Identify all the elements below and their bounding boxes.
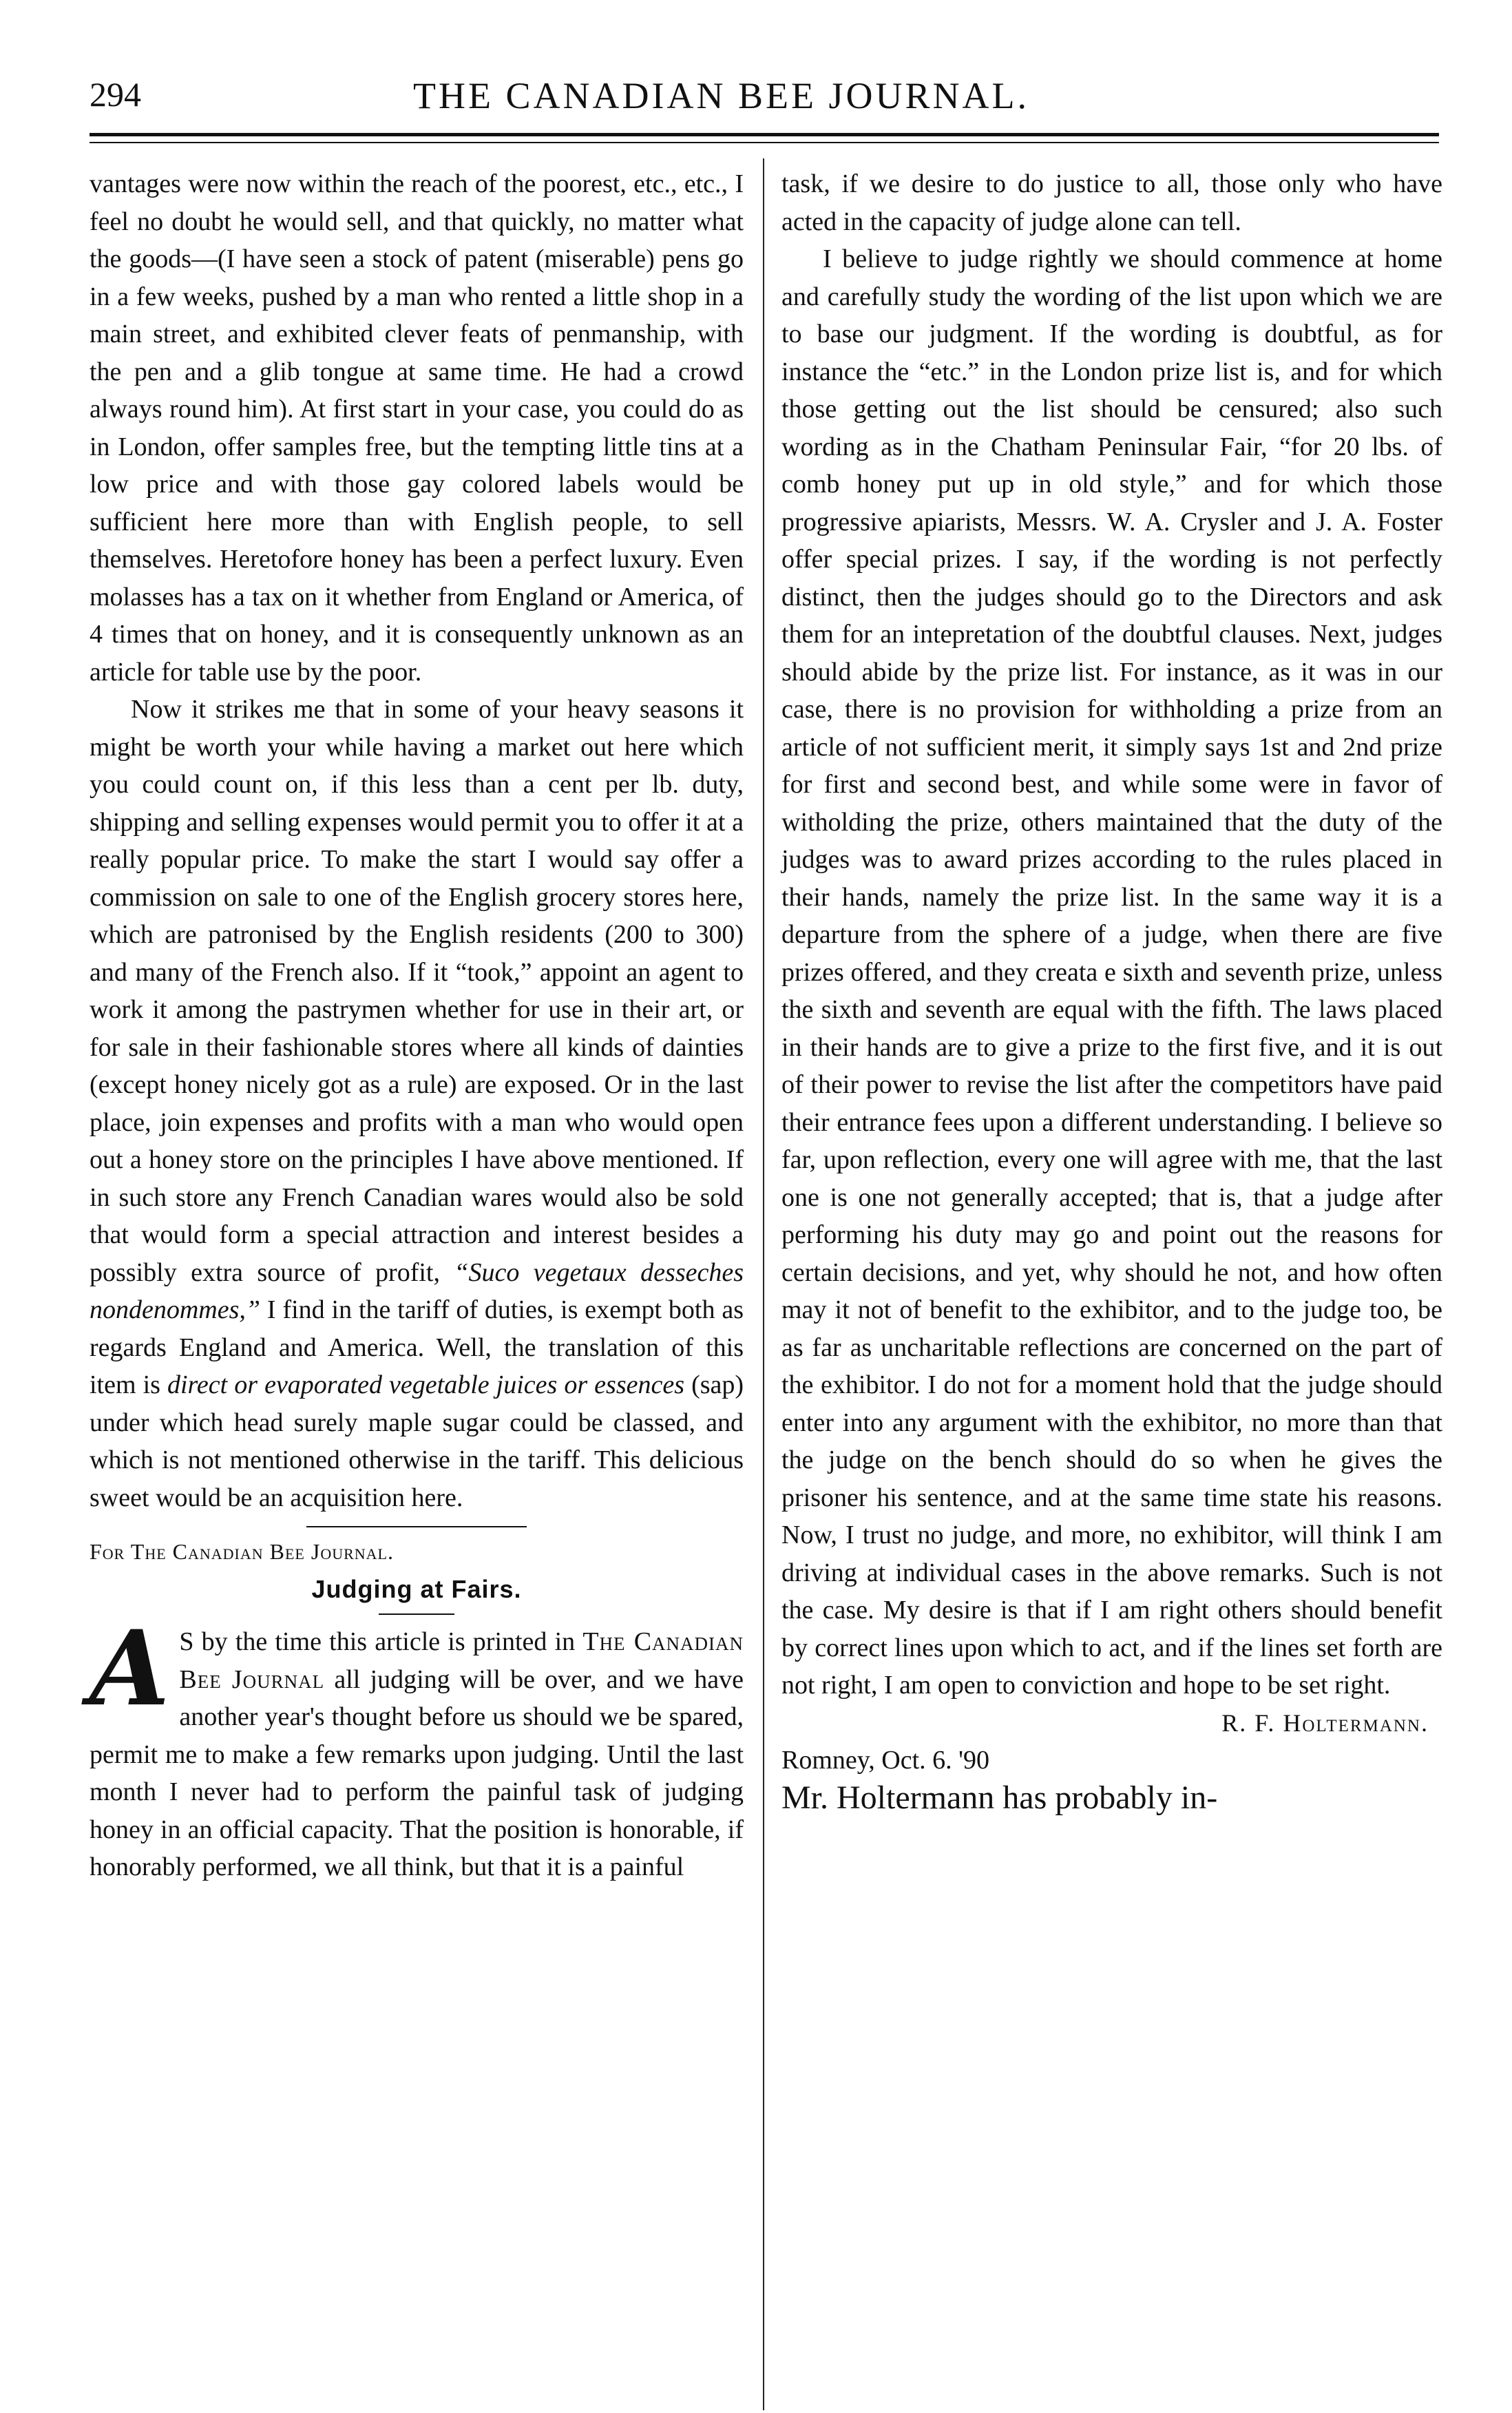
dateline: Romney, Oct. 6. '90 xyxy=(781,1746,990,1775)
section-divider xyxy=(306,1526,527,1527)
page-number: 294 xyxy=(90,75,141,114)
journal-title: THE CANADIAN BEE JOURNAL. xyxy=(413,75,1029,116)
title-divider xyxy=(379,1613,454,1615)
header-rule-thin xyxy=(90,142,1439,143)
article-title: Judging at Fairs. xyxy=(311,1574,522,1603)
article-paragraph-1 xyxy=(90,1608,744,1886)
left-paragraph-2-text-c: (sap) under which head surely maple sugar could be classed, and which is not mentioned otherwise in the tariff. This delicious sweet would be an acquisition here. xyxy=(90,1370,744,1512)
right-column xyxy=(781,165,1442,1817)
left-paragraph-2-text-a: Now it strikes me that in some of your heavy seasons it might be worth your while having a market out here which you could count on, if this less than a cent per lb. duty, shipping and selling expenses would permit you to offer it at a really popular price. To make the start I would say offer a commission on sale to one of the English grocery stores here, which are patronised by the English residents (200 to 300) and many of the French also. If it “took,” appoint an agent to work it among the pastrymen whether for use in their art, or for sale in their fashionable stores where all kinds of dainties (except honey nicely got as a rule) are exposed. Or in the last place, join expenses and profits with a man who would open out a honey store on the principles I have above mentioned. If in such store any French Canadian wares would also be sold that would form a special attraction and interest besides a possibly extra source of profit, xyxy=(90,695,744,1287)
left-paragraph-2-text-b: I find in the tariff of duties, is exempt both as regards England and America. Well, the translation of this item is xyxy=(90,1295,744,1399)
left-paragraph-2 xyxy=(90,691,744,1516)
author-signature: R. F. Holtermann. xyxy=(1221,1709,1429,1737)
continuation-line: Mr. Holtermann has probably in- xyxy=(781,1779,1218,1816)
article-paragraph-1-text-a: S by the time this article is printed in xyxy=(179,1627,576,1656)
article-source-line: For The Canadian Bee Journal. xyxy=(90,1539,394,1564)
tariff-translation: direct or evaporated vegetable juices or essences xyxy=(167,1370,685,1399)
right-paragraph-1: task, if we desire to do justice to all, those only who have acted in the capacity of judge alone can tell. xyxy=(781,169,1442,236)
tariff-quote: “Suco vegetaux desseches nondenommes,” xyxy=(90,1257,744,1324)
journal-name-inline: The Canadian Bee Journal xyxy=(179,1627,744,1694)
left-paragraph-1: vantages were now within the reach of the poorest, etc., etc., I feel no doubt he would sell, and that quickly, no matter what the goods—(I have seen a stock of patent (miserable) pens go in a few weeks, pushed by a man who rented a little shop in a main street, and exhibited clever feats of penmanship, with the pen and a glib tongue at same time. He had a crowd always round him). At first start in your case, you could do as in London, offer samples free, but the tempting little tins at a low price and with those gay colored labels would be sufficient here more than with English people, to sell themselves. Heretofore honey has been a perfect luxury. Even molasses has a tax on it whether from England or America, of 4 times that on honey, and it is consequently unknown as an article for table use by the poor. xyxy=(90,169,744,687)
column-divider xyxy=(763,158,764,2410)
header-rule xyxy=(90,133,1439,136)
drop-cap-letter: A xyxy=(90,1608,170,1729)
left-column xyxy=(90,165,744,1886)
right-paragraph-2: I believe to judge rightly we should commence at home and carefully study the wording of the list upon which we are to base our judgment. If the wording is doubtful, as for instance the “etc.” in the London prize list is, and for which those getting out the list should be censured; also such wording as in the Chatham Peninsular Fair, “for 20 lbs. of comb honey put up in old style,” and for which those progressive apiarists, Messrs. W. A. Crysler and J. A. Foster offer special prizes. I say, if the wording is not perfectly distinct, then the judges should go to the Directors and ask them for an intepretation of the doubtful clauses. Next, judges should abide by the prize list. For instance, as it was in our case, there is no provision for withholding a prize from an article of not sufficient merit, it simply says 1st and 2nd prize for first and second best, and while some were in favor of witholding the prize, others maintained that the duty of the judges was to award prizes according to the rules placed in their hands, namely the prize list. In the same way it is a departure from the sphere of a judge, when there are five prizes offered, and they creata e sixth and seventh prize, unless the sixth and seventh are equal with the fifth. The laws placed in their hands are to give a prize to the first five, and it is out of their power to revise the list after the competitors have paid their entrance fees upon a different understanding. I believe so far, upon reflection, every one will agree with me, that the last one is one not generally accepted; that is, that a judge after performing his duty may go and point out the reasons for certain decisions, and yet, why should he not, and how often may it not of benefit to the exhibitor, and to the judge too, be as far as uncharitable reflections are concerned on the part of the exhibitor. I do not for a moment hold that the judge should enter into any argument with the exhibitor, no more than that the judge on the bench should do so when he gives the prisoner his sentence, and at the same time state his reasons. Now, I trust no judge, and more, no exhibitor, will think I am driving at individual cases in the above remarks. Such is not the case. My desire is that if I am right others should benefit by correct lines upon which to act, and if the lines set forth are not right, I am open to conviction and hope to be set right. xyxy=(781,244,1442,1700)
page-header xyxy=(90,74,1432,123)
article-paragraph-1-text-b: all judging will be over, and we have another year's thought before us should we be spared, permit me to make a few remarks upon judging. Until the last month I never had to perform the painful task of judging honey in an official capacity. That the position is honorable, if honorably performed, we all think, but that it is a painful xyxy=(90,1664,744,1881)
